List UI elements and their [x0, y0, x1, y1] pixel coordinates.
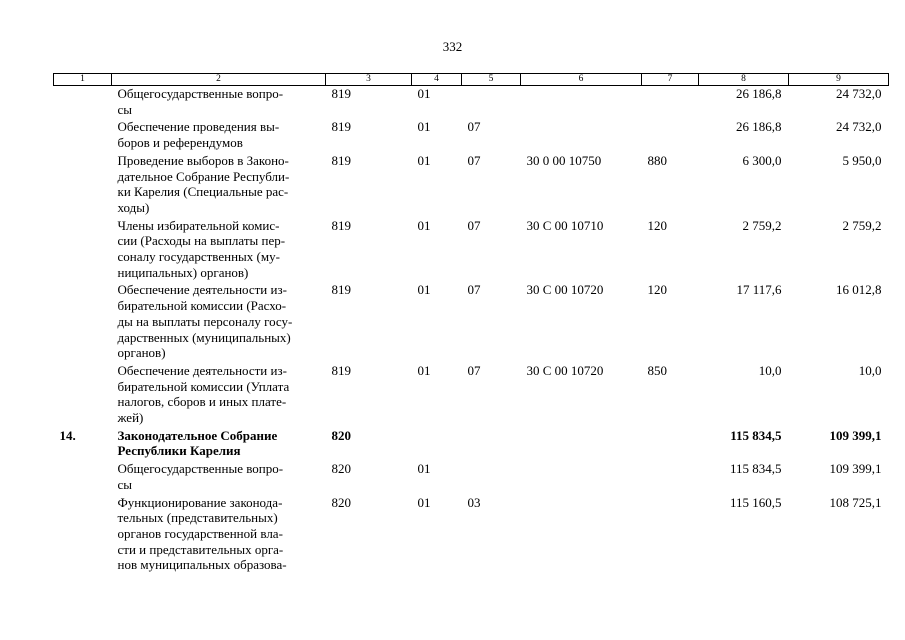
item-name-line: налогов, сборов и иных плате-: [117, 394, 287, 410]
expense-type-code: 850: [647, 362, 667, 378]
item-name-line: Обеспечение проведения вы-: [117, 119, 280, 135]
row-number: [54, 218, 112, 283]
subsection-code: 07: [467, 119, 481, 135]
target-article-code: [521, 461, 642, 494]
ministry-code: 820: [331, 461, 351, 477]
item-name: [112, 428, 326, 461]
item-name-line: Проведение выборов в Законо-: [117, 152, 289, 168]
column-header: 6: [521, 74, 642, 86]
table-row: [54, 363, 889, 428]
row-number: [54, 363, 112, 428]
item-name-line: ды на выплаты персоналу госу-: [117, 313, 293, 329]
expense-type-code: 880: [647, 152, 667, 168]
amount-1: 26 186,8: [736, 119, 782, 135]
subsection-code: [462, 86, 521, 120]
column-header: 8: [699, 74, 789, 86]
amount-2: 2 759,2: [842, 217, 882, 233]
item-name-line: боров и референдумов: [117, 135, 243, 151]
ministry-code: 820: [331, 427, 351, 443]
item-name-line: соналу государственных (му-: [117, 249, 280, 265]
item-name-line: Члены избирательной комис-: [117, 217, 280, 233]
item-name-line: Общегосударственные вопро-: [117, 461, 284, 477]
item-name: [112, 218, 326, 283]
ministry-code: 819: [331, 152, 351, 168]
target-article-code: 30 С 00 10720: [526, 362, 604, 378]
column-header: 4: [412, 74, 462, 86]
table-row: [54, 461, 889, 494]
section-code: 01: [417, 217, 431, 233]
table-row: [54, 119, 889, 152]
row-number: [54, 461, 112, 494]
table-header-row: [54, 74, 889, 86]
table-row: [54, 153, 889, 218]
item-name-line: органов): [117, 345, 166, 361]
item-name: [112, 86, 326, 120]
item-name: [112, 153, 326, 218]
row-number: [54, 119, 112, 152]
amount-1: 115 834,5: [730, 427, 782, 443]
amount-2: 24 732,0: [836, 86, 882, 101]
row-number: [54, 153, 112, 218]
amount-1: 10,0: [758, 362, 782, 378]
item-name-line: Общегосударственные вопро-: [117, 86, 284, 101]
section-code: 01: [417, 86, 431, 101]
row-number: [54, 495, 112, 576]
section-code: 01: [417, 494, 431, 510]
amount-2: 24 732,0: [836, 119, 882, 135]
table-row: [54, 282, 889, 363]
amount-1: 115 160,5: [729, 494, 782, 510]
column-header: 9: [789, 74, 889, 86]
amount-1: 17 117,6: [736, 282, 782, 298]
target-article-code: 30 С 00 10720: [526, 282, 604, 298]
ministry-code: 819: [331, 119, 351, 135]
item-name-line: Обеспечение деятельности из-: [117, 282, 287, 298]
amount-2: 109 399,1: [829, 427, 882, 443]
item-name-line: Республики Карелия: [117, 443, 241, 459]
expense-type-code: [642, 428, 699, 461]
expense-type-code: [642, 86, 699, 120]
target-article-code: 30 С 00 10710: [526, 217, 604, 233]
amount-2: 16 012,8: [836, 282, 882, 298]
section-code: [412, 428, 462, 461]
column-header: 1: [54, 74, 112, 86]
item-name-line: Обеспечение деятельности из-: [117, 362, 287, 378]
ministry-code: 819: [331, 362, 351, 378]
target-article-code: 30 0 00 10750: [526, 152, 602, 168]
row-number: [54, 282, 112, 363]
item-name-line: ки Карелия (Специальные рас-: [117, 184, 289, 200]
section-code: 01: [417, 152, 431, 168]
item-name-line: бирательной комиссии (Расхо-: [117, 298, 287, 314]
row-number: [54, 86, 112, 120]
item-name: [112, 282, 326, 363]
target-article-code: [521, 86, 642, 120]
column-header: 7: [642, 74, 699, 86]
target-article-code: [521, 119, 642, 152]
budget-table: [53, 73, 889, 575]
amount-1: 2 759,2: [742, 217, 782, 233]
table-row: [54, 428, 889, 461]
table-row: [54, 86, 889, 120]
item-name-line: ходы): [117, 199, 150, 215]
column-header: 5: [462, 74, 521, 86]
amount-2: 108 725,1: [829, 494, 882, 510]
item-name: [112, 461, 326, 494]
item-name-line: сии (Расходы на выплаты пер-: [117, 233, 286, 249]
section-code: 01: [417, 362, 431, 378]
subsection-code: 07: [467, 362, 481, 378]
item-name-line: Законодательное Собрание: [117, 427, 278, 443]
ministry-code: 819: [331, 86, 351, 101]
subsection-code: [462, 461, 521, 494]
page-number: 332: [442, 39, 463, 54]
target-article-code: [521, 428, 642, 461]
item-name-line: сы: [117, 476, 133, 492]
item-name-line: тельных (представительных): [117, 510, 278, 526]
column-header: 2: [112, 74, 326, 86]
item-name-line: бирательной комиссии (Уплата: [117, 378, 290, 394]
amount-2: 5 950,0: [842, 152, 882, 168]
section-code: 01: [417, 282, 431, 298]
expense-type-code: 120: [647, 282, 667, 298]
subsection-code: 07: [467, 217, 481, 233]
amount-2: 109 399,1: [829, 461, 882, 477]
subsection-code: [462, 428, 521, 461]
item-name-line: дательное Собрание Республи-: [117, 168, 290, 184]
amount-1: 115 834,5: [729, 461, 782, 477]
amount-1: 6 300,0: [742, 152, 782, 168]
amount-1: 26 186,8: [736, 86, 782, 101]
expense-type-code: 120: [647, 217, 667, 233]
item-name: [112, 119, 326, 152]
subsection-code: 07: [467, 282, 481, 298]
section-code: 01: [417, 119, 431, 135]
ministry-code: 819: [331, 217, 351, 233]
section-code: 01: [417, 461, 431, 477]
item-name-line: дарственных (муниципальных): [117, 329, 291, 345]
item-name-line: нов муниципальных образова-: [117, 557, 287, 573]
expense-type-code: [642, 461, 699, 494]
item-name: [112, 495, 326, 576]
item-name-line: сы: [117, 101, 133, 117]
item-name: [112, 363, 326, 428]
item-name-line: органов государственной вла-: [117, 525, 283, 541]
subsection-code: 07: [467, 152, 481, 168]
item-name-line: жей): [117, 410, 144, 426]
amount-2: 10,0: [858, 362, 882, 378]
item-name-line: сти и представительных орга-: [117, 541, 284, 557]
row-number: 14.: [59, 427, 76, 443]
column-header: 3: [326, 74, 412, 86]
item-name-line: ниципальных) органов): [117, 264, 249, 280]
item-name-line: Функционирование законода-: [117, 494, 283, 510]
subsection-code: 03: [467, 494, 481, 510]
table-row: [54, 495, 889, 576]
target-article-code: [521, 495, 642, 576]
ministry-code: 819: [331, 282, 351, 298]
table-body: [54, 86, 889, 576]
expense-type-code: [642, 495, 699, 576]
expense-type-code: [642, 119, 699, 152]
ministry-code: 820: [331, 494, 351, 510]
table-row: [54, 218, 889, 283]
